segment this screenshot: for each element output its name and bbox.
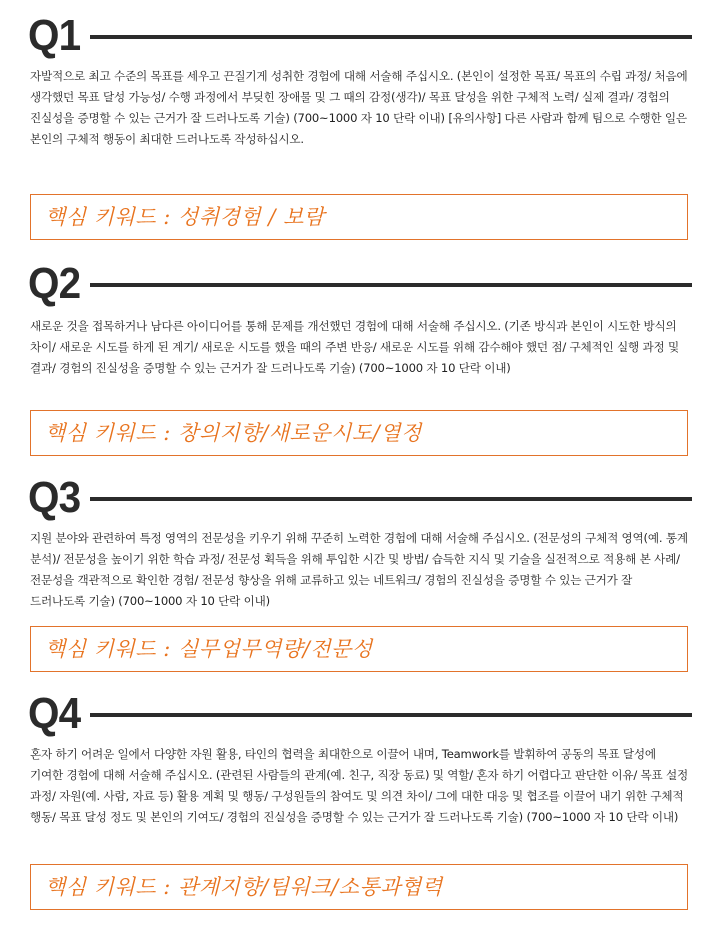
keyword-text: 핵심 키워드 : 실무업무역량/전문성: [45, 637, 373, 661]
keyword-box: [30, 194, 688, 240]
question-body: 혼자 하기 어려운 일에서 다양한 자원 활용, 타인의 협력을 최대한으로 이끌어 내며, Teamwork를 발휘하여 공동의 목표 달성에 기여한 경험에 대해 서술해 주십시오. (관련된 사람들의 관계(예. 친구, 직장 동료) 및 역할/ 혼자 하기 어렵다고 판단한 이유/ 목표 설정 과정/ 자원(예. 사람, 자료 등) 활용 계획 및 행동/ 구성원들의 참여도 및 의견 차이/ 그에 대한 대응 및 협조를 이끌어 내기 위한 구체적 행동/ 목표 달성 정도 및 본인의 기여도/ 경험의 진실성을 증명할 수 있는 근거가 잘 드러나도록 기술) (700~1000 자 10 단락 이내): [30, 747, 689, 824]
keyword-text: 핵심 키워드 : 관계지향/팀워크/소통과협력: [45, 875, 443, 899]
keyword-box: [30, 410, 688, 456]
question-label: Q3: [28, 473, 81, 522]
keyword-text: 핵심 키워드 : 성취경험 / 보람: [45, 205, 325, 229]
header-rule: [90, 283, 692, 287]
keyword-box: [30, 626, 688, 672]
question-header: [28, 259, 692, 308]
question-label: Q2: [28, 259, 81, 308]
header-rule: [90, 713, 692, 717]
question-body: 자발적으로 최고 수준의 목표를 세우고 끈질기게 성취한 경험에 대해 서술해 주십시오. (본인이 설정한 목표/ 목표의 수립 과정/ 처음에 생각했던 목표 달성 가능성/ 수행 과정에서 부딪힌 장애물 및 그 때의 감정(생각)/ 목표 달성을 위한 구체적 노력/ 실제 결과/ 경험의 진실성을 증명할 수 있는 근거가 잘 드러나도록 기술) (700~1000 자 10 단락 이내) [유의사항] 다른 사람과 함께 팀으로 수행한 일은 본인의 구체적 행동이 최대한 드러나도록 작성하십시오.: [30, 69, 688, 146]
question-label: Q1: [28, 11, 81, 60]
keyword-box: [30, 864, 688, 910]
question-body: 새로운 것을 접목하거나 남다른 아이디어를 통해 문제를 개선했던 경험에 대해 서술해 주십시오. (기존 방식과 본인이 시도한 방식의 차이/ 새로운 시도를 하게 된 계기/ 새로운 시도를 했을 때의 주변 반응/ 새로운 시도를 위해 감수해야 했던 점/ 구체적인 실행 과정 및 결과/ 경험의 진실성을 증명할 수 있는 근거가 잘 드러나도록 기술) (700~1000 자 10 단락 이내): [30, 319, 679, 375]
question-header: [28, 473, 692, 522]
question-body: 지원 분야와 관련하여 특정 영역의 전문성을 키우기 위해 꾸준히 노력한 경험에 대해 서술해 주십시오. (전문성의 구체적 영역(예. 통계 분석)/ 전문성을 높이기 위한 학습 과정/ 전문성 획득을 위해 투입한 시간 및 방법/ 습득한 지식 및 기술을 실전적으로 적용해 본 사례/ 전문성을 객관적으로 확인한 경험/ 전문성 향상을 위해 교류하고 있는 네트워크/ 경험의 진실성을 증명할 수 있는 근거가 잘 드러나도록 기술) (700~1000 자 10 단락 이내): [30, 531, 688, 608]
question-header: [28, 11, 692, 60]
question-header: [28, 689, 692, 738]
question-label: Q4: [28, 689, 81, 738]
header-rule: [90, 497, 692, 501]
header-rule: [90, 35, 692, 39]
keyword-text: 핵심 키워드 : 창의지향/새로운시도/열정: [45, 421, 422, 445]
